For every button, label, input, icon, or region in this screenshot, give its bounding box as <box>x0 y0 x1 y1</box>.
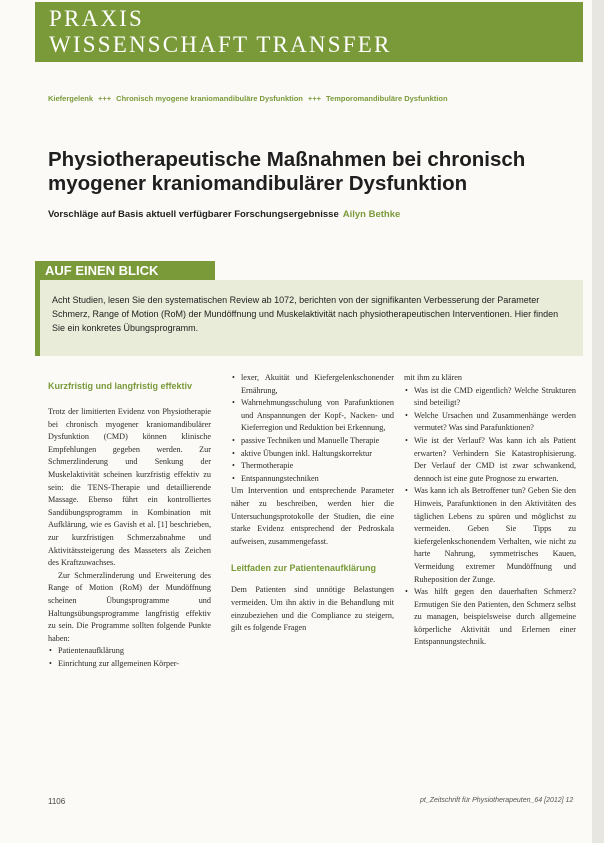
list-item: • Welche Ursachen und Zusammenhänge werden vermutet? Was sind Parafunktionen? <box>414 410 576 435</box>
at-a-glance-text: Acht Studien, lesen Sie den systematischen Review ab 1072, berichten von der signifikanten Verbesserung der Parameter Schmerz, Range of Motion (RoM) der Mundöffnung und Muskelaktivität nach physiotherapeutischen Interventionen. Hier finden Sie ein konkretes Übungsprogramm. <box>52 295 559 333</box>
list-item: • Einrichtung zur allgemeinen Körper- <box>58 658 211 671</box>
paragraph: Trotz der limitierten Evidenz von Physiotherapie bei chronisch myogener kraniomandibulärer Dysfunktion (CMD) können klinische Empfehlungen gegeben werden. Zur Schmerzlinderung und Senkung der Muskelaktivität scheinen kurzfristig effektiv zu sein: die TENS-Therapie und detaillierende Massage. Ebenso führt ein kontrolliertes Sandübungsprogramm in Kombination mit Aufklärung, wie es Gavish et al. [1] beschrieben, zur kurzfristigen Schmerzabnahme und Aktivitätssteigerung des Masseters als Zeichen des Kraftzuwachses. <box>48 407 211 568</box>
article-subtitle <box>48 209 400 220</box>
section-heading-leitfaden: Leitfaden zur Patientenaufklärung <box>231 563 377 574</box>
article-title: Physiotherapeutische Maßnahmen bei chronisch myogener kraniomandibulärer Dysfunktion <box>48 148 526 195</box>
list-item: • Wie ist der Verlauf? Was kann ich als Patient erwarten? Verhindern Sie Katastrophisierung. Der Verlauf der CMD ist zwar schwankend, dennoch ist eine gute Prognose zu erwarten. <box>414 435 576 485</box>
list-item: • Wahrnehmungsschulung von Parafunktionen und Anspannungen der Kopf-, Nacken- und Kieferregion und Reduktion bei Erkennung, <box>241 397 394 435</box>
at-a-glance-box <box>35 280 583 356</box>
at-a-glance-heading: AUF EINEN BLICK <box>35 261 215 281</box>
keyword-kiefergelenk: Kiefergelenk <box>48 94 94 103</box>
list-item: • aktive Übungen inkl. Haltungskorrektur <box>241 448 394 461</box>
keyword-breadcrumb <box>48 94 448 103</box>
bullet-list <box>48 645 211 670</box>
header-line-praxis: PRAXIS <box>49 6 145 31</box>
header-line-wissenschaft-transfer: WISSENSCHAFT TRANSFER <box>49 32 392 57</box>
list-item: • lexer, Akuität und Kiefergelenkschonender Ernährung, <box>241 372 394 397</box>
list-item: • Patientenaufklärung <box>58 645 211 658</box>
journal-citation: pt_Zeitschrift für Physiotherapeuten_64 [2012] 12 <box>420 797 574 804</box>
text-column-2 <box>231 372 394 635</box>
keyword-cmd: Chronisch myogene kraniomandibuläre Dysfunktion <box>116 94 303 103</box>
keyword-tmd: Temporomandibuläre Dysfunktion <box>326 94 448 103</box>
section-header-banner <box>35 2 583 62</box>
list-item: • Was kann ich als Betroffener tun? Geben Sie den Hinweis, Parafunktionen in den Aktivitäten des täglichen Lebens zu spüren und möglichst zu vermeiden. Geben Sie Tipps zu kiefergelenkschonendem Verhalten, wie nicht zu harte Nahrung, symmetrisches Kauen, Vermeidung extremer Mundöffnung und Ruheposition der Zunge. <box>414 485 576 586</box>
article-author: Ailyn Bethke <box>342 209 401 220</box>
keyword-separator: +++ <box>98 94 112 103</box>
bullet-list <box>404 385 576 649</box>
paragraph: mit ihm zu klären <box>404 373 462 382</box>
paragraph: Dem Patienten sind unnötige Belastungen vermeiden. Um ihn aktiv in die Behandlung mit einzubeziehen und die Compliance zu steigern, gilt es folgende Fragen <box>231 585 394 633</box>
page-number: 1106 <box>48 797 66 806</box>
list-item: • Was ist die CMD eigentlich? Welche Strukturen sind beteiligt? <box>414 385 576 410</box>
paragraph: Zur Schmerzlinderung und Erweiterung des Range of Motion (RoM) der Mundöffnung scheinen Übungsprogramme und Haltungsübungsprogramme langfristig effektiv zu sein. Die Programme sollten folgende Punkte haben: <box>48 570 211 643</box>
list-item: • Was hilft gegen den dauerhaften Schmerz? Ermutigen Sie den Patienten, den Schmerz selbst zu managen, beispielsweise durch allgemeine körperliche Aktivität und Erlernen einer Entspannungstechnik. <box>414 586 576 649</box>
subtitle-text: Vorschläge auf Basis aktuell verfügbarer Forschungsergebnisse <box>48 209 339 220</box>
keyword-separator: +++ <box>307 94 322 103</box>
list-item: • Thermotherapie <box>241 460 394 473</box>
list-item: • Entspannungstechniken <box>241 473 394 486</box>
text-column-3 <box>404 372 576 649</box>
text-column-1 <box>48 380 211 670</box>
paragraph: Um Intervention und entsprechende Parameter näher zu beschreiben, werden hier die Untersuchungsprotokolle der Studien, die eine starke Evidenz entsprechend der Pedroskala aufweisen, zusammengefasst. <box>231 486 394 546</box>
bullet-list <box>231 372 394 485</box>
list-item: • passive Techniken und Manuelle Therapie <box>241 435 394 448</box>
section-heading-effektiv: Kurzfristig und langfristig effektiv <box>48 381 193 391</box>
